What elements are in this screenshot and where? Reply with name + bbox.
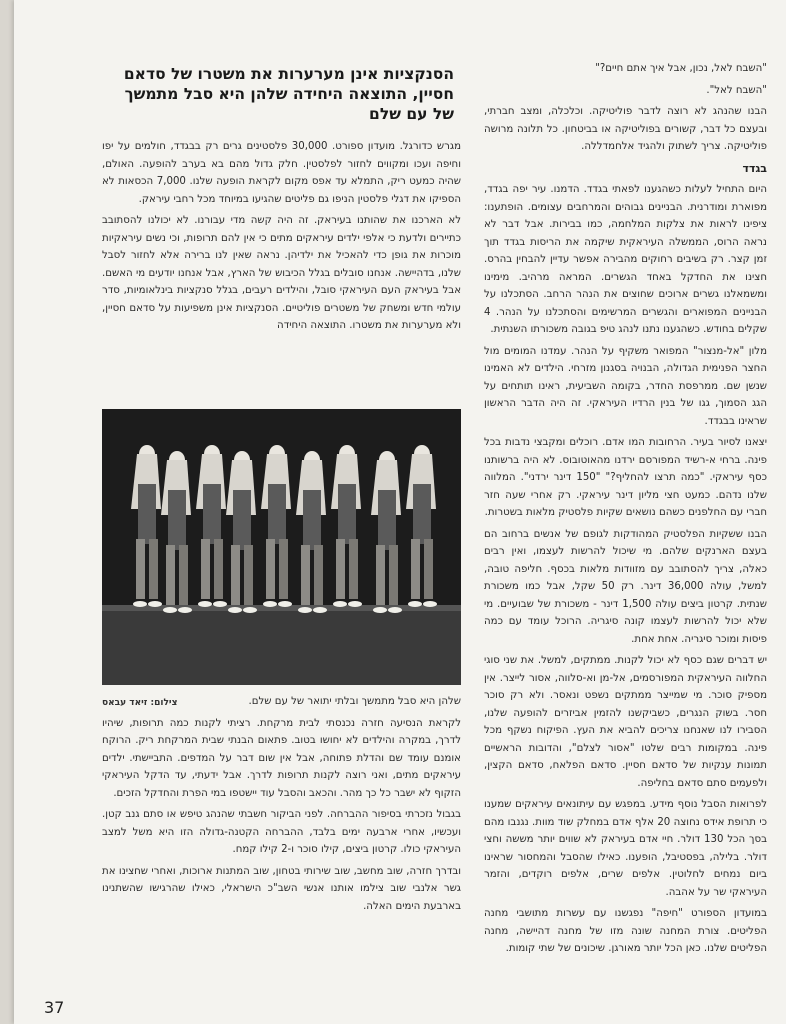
paragraph: יש דברים שגם כסף לא יכול לקנות. ממתקים, למשל. את שני סוגי החלווה העיראקית המפורסמים, אל-מן וא-סלווה, אסור לייצר. אין מספיק סוכר. מי שמייצר ממתקים נשפט ונאסר. ולא רק סוכר חסר. בשוק הנגרים, כשביקשנו להזמין אביזרים להופעה שלנו, הסבירו לנו שאנחנו צריכים להביא את העץ. הפיקוח נשקף מכל פינה. במקומות רבים שלטו "אסור לצלם", והדובות הראשיים תמונות ענקיות של סדאם חסיין. סדאם הפלאח, סדאם הקצין, ולפעמים סתם סדאם בחליפה. <box>484 655 767 789</box>
right-column <box>484 60 767 962</box>
paragraph: לקראת הנסיעה חזרה נכנסתי לבית מרקחת. רציתי לקנות כמה תרופות, שיהיו לדרך, במקרה והילדים לא יחושו בטוב. פתאום הבנתי שבית המרקחת ריק. הרוקח אומנם עומד שם והדלת פתוחה, אבל אין שום דבר על המדפים. התביישתי. ילדים עיראקים מתים, ואני רוצה לקנות תרופות לדרך. אבל ידעתי, עד הדקל העיראקי הזקוף לא ישבר כל כך מהר. והכאב והסבל עוד יישטפו במי הפרת והחדקל הזכים. <box>102 717 461 799</box>
paragraph: יצאנו לסיור בעיר. הרחובות המו אדם. רוכלים ומקבצי נדבות בכל פינה. ברחי א-רשיד המפורסם ירדנו מהאוטובוס. לא היה ברשותנו כסף עיראקי. "כמה תרצו להחליף?" "150 דינר ירדני". המלווה שלנו נדהם. כמעט חצי מליון דינר עיראקי. רק אחרי שעה חזר חברי עם החלפנים כשהם נושאים שקיות פלסטיק מלאות בשטרות. <box>484 437 768 518</box>
section-heading: בגדד <box>742 161 767 175</box>
left-column-top <box>102 138 461 339</box>
paragraph: "השבח לאל". <box>706 84 767 96</box>
paragraph: מגרש כדורגל. מועדון ספורט. 30,000 פלסטינים גרים רק בבגדד, חולמים על יפו וחיפה ועכו ומקווים לחזור לפלסטין. חלק גדול מהם בא בערב להופעה. האולם, שהיה כמעט ריק, התמלא עד אפס מקום לקראת הופעה שלנו. 7,000 הכסאות לא הספיקו את דגלי פלסטין הניפו גם פליטים שהגיעו במיוחד מכל רחבי עיראק. <box>102 141 462 205</box>
article-headline: הסנקציות אינן מערערות את משטרו של סדאם חסיין, התוצאה היחידה שלהן היא סבל מתמשך של עם שלם <box>123 65 454 123</box>
left-column-bottom <box>102 693 461 919</box>
paragraph: לא הארכנו את שהותנו בעיראק. זה היה קשה מדי עבורנו. לא יכולנו להסתובב כתיירים ולדעת כי אלפי ילדים עיראקים מתים כי אין להם תרופות, וכי נשים עיראקיות מוכרות את גופן כדי להאכיל את ילדיהן. נראה שאין לנו ברירה אלא לחזור לסבל שלנו, בדהיישה. אנחנו סובלים בגלל הכיבוש של הארץ, אבל אנחנו יודעים מי האשם. אבל בעיראק העם העיראקי סובל, והילדים רעבים, בגלל סנקציות בינלאומיות, סדר עולמי חדש ומשחק של משטרים פוליטיים. הסנקציות אינן משפיעות על סדאם חסיין, ולא מערערות את משטרו. התוצאה היחידה <box>102 215 461 331</box>
paragraph: ובדרך חזרה, שוב מחשב, שוב שירותי בטחון, שוב המתנות ארוכות, ואחרי שחצינו את גשר אלנבי שוב צילמו אותנו אנשי השב"כ הישראלי, כאילו שהרגישו שהשתנינו בארבעת הימים האלה. <box>102 865 461 912</box>
paragraph: במועדון הספורט "חיפה" נפגשנו עם עשרות מתושבי מחנה הפליטים. צורת המחנה שונה מזו של מחנה דהיישה, מחנה הפליטים שלנו. כאן הכל יותר מאורגן. שיכונים של שתי קומות. <box>484 908 767 954</box>
paragraph: הבנו ששקיות הפלסטיק המהודקות לגופם של אנשים ברחוב הם בעצם הארנקים שלהם. מי שיכול להרשות לעצמו, ואין רבים כאלה, צריך להסתובב עם מזוודות מלאות בכסף. חליפה טובה, למשל, עולה 36,000 דינר. רק 50 שקל, אבל כמו משכורת שנתית. קרטון ביצים עולה 1,500 דינר - משכורת של שבועיים. מי שלא יכול להרשות לעצמו קונה סיגריה. הרוכל עומד עם כמה פיסות ומוכר סיגריה. אחת אחת. <box>484 528 768 645</box>
paragraph: הבנו שהנהג לא רוצה לדבר פוליטיקה. וכלכלה, ומצב חברתי, ובעצם כל דבר, קשורים בפוליטיקה או בביטחון. כל תלונה מרושה פוליטיקה. צריך לשתוק ולהגיד אלחמדללה. <box>484 106 767 152</box>
paragraph: לפרואות הסבל נוסף מידע. במפגש עם עיתונאים עיראקים שמענו כי תרופת אידס נחוצה 20 אלף אדם במחלק שוד מוות. נגנבו מהם בסך הכל 130 דולר. חיי אדם בעיראק לא שווים יותר מששה וחצי דולר. בלילה, בפסטיבל, הופענו. כאילו שהסבל והמחסור שראינו ביום נמחים לחלוטין. אלפים שרים, אלפים רוקדים, והזמר העיראקי שר על אהבה. <box>484 799 767 898</box>
dancers-photo <box>102 409 461 685</box>
paragraph: מלון "אל-מנצור" המפואר משקיף על הנהר. עמדנו המומים מול החצר הפנימית הגדולה, הבנויה בסגנון מזרחי. הילדים לא האמינו שנשן שם. ממרפסת החדר, בקומה השביעית, ראינו תותחים על הגג הסמוך, גגו של בנין הרדיו העיראקי. זה היה הדבר הראשון שראינו בבגדד. <box>484 345 767 427</box>
paragraph: "השבח לאל, נכון, אבל איך אתם חיים?" <box>595 63 767 74</box>
paragraph: היום התחיל לעלות כשהגענו לפאתי בגדד. הדמנו. עיר יפה בגדד, מפוארת ומודרנית. הבניינים גבוהים והמרחבים עצומים. הופתענו: ציפינו לראות את צלקות המלחמה, כמו בבירות. אבל דבר לא נראה הרוס, הממשלה העיראקית שיקמה את הריסות בגדד תוך זמן קצר. רק בשיבים רחוקים מהבירה אפשר עדיין להבחין בהרס. חצינו את החדקל באחד הגשרים. המראה מרהיב. מימינו ומשמאלנו גשרים ארוכים שחוצים את הנהר הרחב. הסתכלנו על הבניינים המפוארים והגשרים המרשימים והסתכלנו על הנהר. 4 שקלים בחודש. כשהגענו נתנו לנהג טיפ בגובה משכורתו השנתית. <box>484 184 767 335</box>
paragraph: בגבול נזכרתי בסיפור ההברחה. לפני הביקור חשבתי שהנהג טיפש או סתם גנב קטן. ועכשיו, אחרי ארבעה ימים בלבד, ההברחה הקטנה-גדולה הזו היא משל למצב העיראקי כולו. קרטון ביצים, קילו סוכר ו-2 קילו קמח. <box>102 809 461 855</box>
paragraph: שלהן היא סבל מתמשך ובלתי יתואר של עם שלם. <box>248 696 461 707</box>
dancers-illustration <box>102 409 461 685</box>
page-number: 37 <box>44 998 65 1017</box>
photo-caption: צילום: זיאד עבאס <box>102 698 178 708</box>
magazine-page <box>14 0 786 1024</box>
